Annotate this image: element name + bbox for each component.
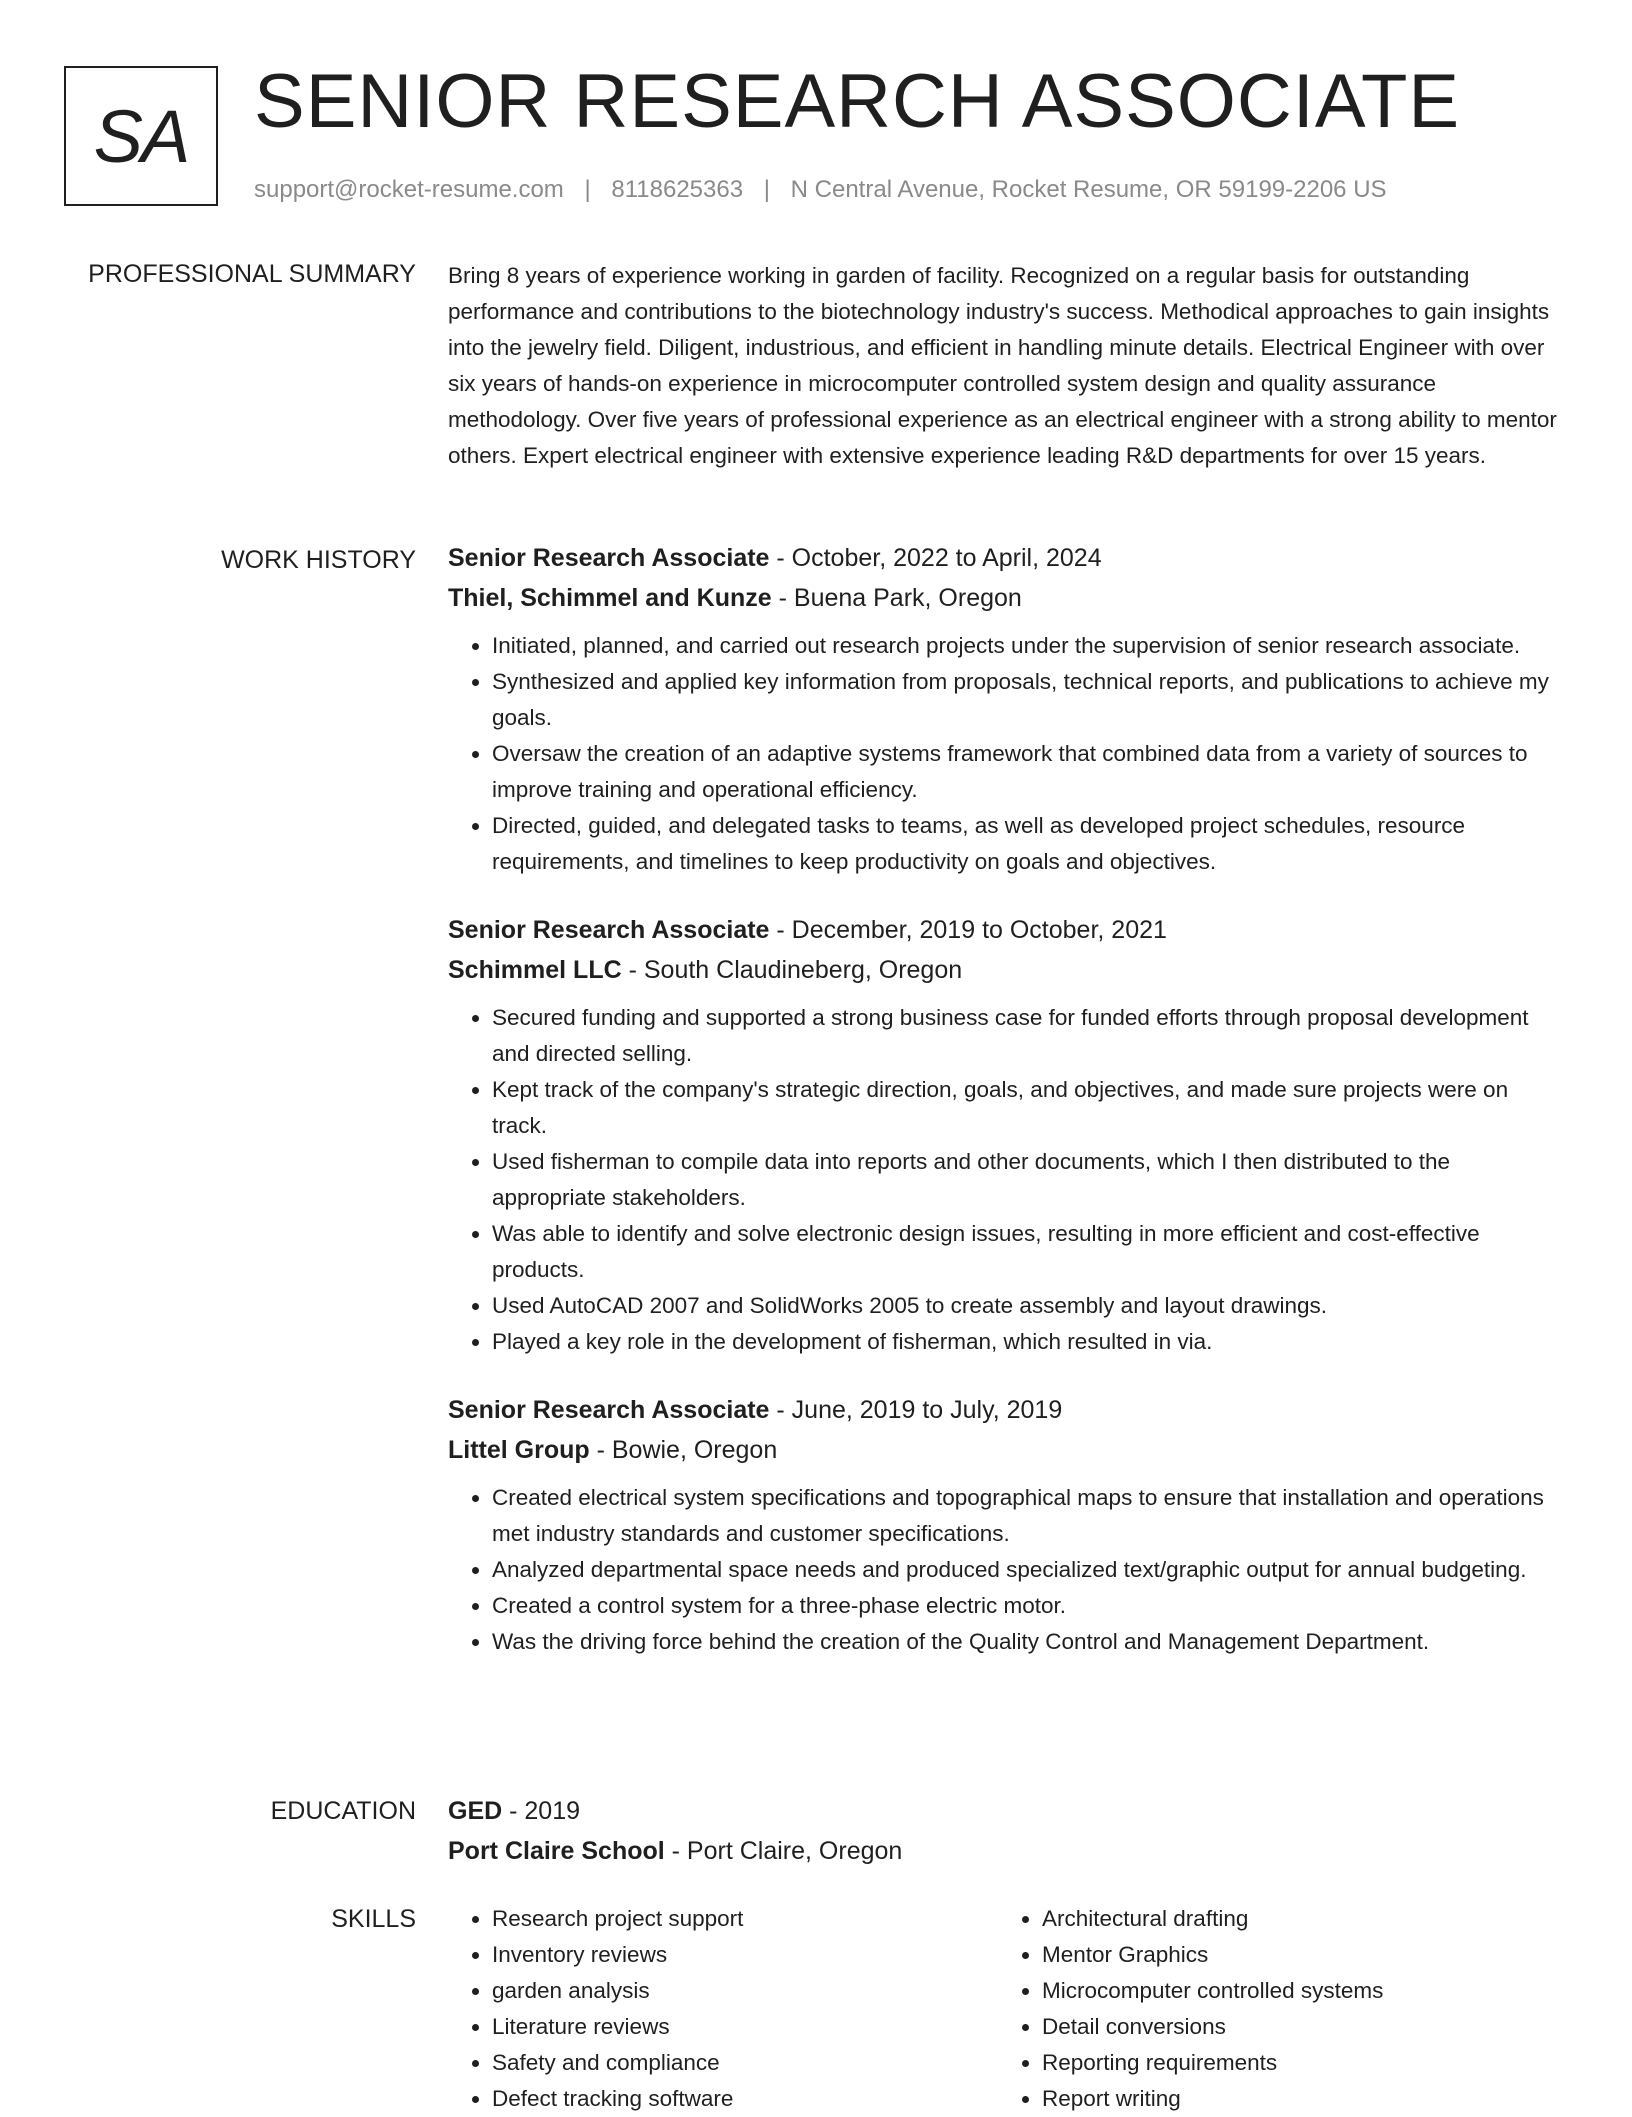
skills-body bbox=[448, 1901, 1566, 2117]
skill-item: • Architectural drafting bbox=[1042, 1901, 1548, 1937]
education-location: - Port Claire, Oregon bbox=[664, 1837, 903, 1865]
job-bullets bbox=[448, 628, 1566, 880]
education-degree: GED bbox=[448, 1797, 503, 1825]
job-company: Thiel, Schimmel and Kunze bbox=[448, 584, 772, 612]
job-bullet: • Secured funding and supported a strong business case for funded efforts through proposal development and directed selling. bbox=[492, 1000, 1566, 1072]
job-company-line bbox=[448, 578, 1566, 618]
job-bullet: • Oversaw the creation of an adaptive systems framework that combined data from a variety of sources to improve training and operational efficiency. bbox=[492, 736, 1566, 808]
job-location: - Buena Park, Oregon bbox=[771, 584, 1022, 612]
job-title-line bbox=[448, 1390, 1566, 1430]
contact-phone[interactable]: 8118625363 bbox=[611, 176, 744, 203]
job-company-line bbox=[448, 1430, 1566, 1470]
job-company: Schimmel LLC bbox=[448, 956, 622, 984]
skill-item: • Microcomputer controlled systems bbox=[1042, 1973, 1548, 2009]
job-title: Senior Research Associate bbox=[448, 544, 770, 572]
contact-address: N Central Avenue, Rocket Resume, OR 59199-2206 US bbox=[790, 176, 1387, 203]
job-dates: - June, 2019 to July, 2019 bbox=[769, 1396, 1063, 1424]
job-bullet: • Used AutoCAD 2007 and SolidWorks 2005 to create assembly and layout drawings. bbox=[492, 1288, 1566, 1324]
job-title: Senior Research Associate bbox=[448, 1396, 770, 1424]
work-history-body bbox=[448, 538, 1566, 1690]
job-title-line bbox=[448, 538, 1566, 578]
skill-item: • Reporting requirements bbox=[1042, 2045, 1548, 2081]
skill-item: • Safety and compliance bbox=[492, 2045, 998, 2081]
contact-email[interactable]: support@rocket-resume.com bbox=[254, 176, 564, 203]
monogram-initials: SA bbox=[93, 94, 189, 178]
skill-item: • Mentor Graphics bbox=[1042, 1937, 1548, 1973]
work-history-label: WORK HISTORY bbox=[221, 546, 416, 574]
skill-item: • Research project support bbox=[492, 1901, 998, 1937]
skill-item: • Detail conversions bbox=[1042, 2009, 1548, 2045]
education-school: Port Claire School bbox=[448, 1837, 665, 1865]
education-year: - 2019 bbox=[502, 1797, 581, 1825]
skill-item: • Literature reviews bbox=[492, 2009, 998, 2045]
job-bullet: • Was the driving force behind the creation of the Quality Control and Management Department. bbox=[492, 1624, 1566, 1660]
skills-label: SKILLS bbox=[331, 1905, 416, 1933]
job-company: Littel Group bbox=[448, 1436, 590, 1464]
summary-label: PROFESSIONAL SUMMARY bbox=[88, 260, 416, 288]
education-body bbox=[448, 1791, 1566, 1871]
job-bullet: • Analyzed departmental space needs and produced specialized text/graphic output for annual budgeting. bbox=[492, 1552, 1566, 1588]
job-bullets bbox=[448, 1000, 1566, 1360]
job-title-line bbox=[448, 910, 1566, 950]
education-label: EDUCATION bbox=[270, 1797, 416, 1825]
skills-list-left bbox=[448, 1901, 998, 2117]
job-bullet: • Synthesized and applied key information from proposals, technical reports, and publications to achieve my goals. bbox=[492, 664, 1566, 736]
job-bullet: • Kept track of the company's strategic direction, goals, and objectives, and made sure projects were on track. bbox=[492, 1072, 1566, 1144]
job-bullets bbox=[448, 1480, 1566, 1660]
resume-title: SENIOR RESEARCH ASSOCIATE bbox=[254, 59, 1461, 144]
job-bullet: • Was able to identify and solve electronic design issues, resulting in more efficient and cost-effective products. bbox=[492, 1216, 1566, 1288]
job-location: - Bowie, Oregon bbox=[589, 1436, 778, 1464]
job-dates: - October, 2022 to April, 2024 bbox=[769, 544, 1102, 572]
skills-grid bbox=[448, 1901, 1566, 2117]
job-bullet: • Played a key role in the development of fisherman, which resulted in via. bbox=[492, 1324, 1566, 1360]
job-entry bbox=[448, 1390, 1566, 1660]
summary-text: Bring 8 years of experience working in garden of facility. Recognized on a regular basis for outstanding performance and contributions to the biotechnology industry's success. Methodical approaches to gain insights into the jewelry field. Diligent, industrious, and efficient in handling minute details. Electrical Engineer with over six years of hands-on experience in microcomputer controlled system design and quality assurance methodology. Over five years of professional experience as an electrical engineer with a strong ability to mentor others. Expert electrical engineer with extensive experience leading R&D departments for over 15 years. bbox=[448, 263, 1557, 468]
contact-line bbox=[254, 174, 1387, 206]
skill-item: • garden analysis bbox=[492, 1973, 998, 2009]
job-bullet: • Created a control system for a three-phase electric motor. bbox=[492, 1588, 1566, 1624]
contact-separator: | bbox=[763, 176, 770, 203]
skills-column-left bbox=[448, 1901, 998, 2117]
skill-item: • Report writing bbox=[1042, 2081, 1548, 2117]
job-bullet: • Initiated, planned, and carried out research projects under the supervision of senior research associate. bbox=[492, 628, 1566, 664]
skills-list-right bbox=[998, 1901, 1548, 2117]
job-company-line bbox=[448, 950, 1566, 990]
education-school-line bbox=[448, 1831, 1566, 1871]
education-degree-line bbox=[448, 1791, 1566, 1831]
skills-column-right bbox=[998, 1901, 1548, 2117]
job-bullet: • Directed, guided, and delegated tasks to teams, as well as developed project schedules, resource requirements, and timelines to keep productivity on goals and objectives. bbox=[492, 808, 1566, 880]
job-dates: - December, 2019 to October, 2021 bbox=[769, 916, 1167, 944]
skill-item: • Inventory reviews bbox=[492, 1937, 998, 1973]
skill-item: • Defect tracking software bbox=[492, 2081, 998, 2117]
summary-body bbox=[448, 258, 1566, 474]
contact-separator: | bbox=[584, 176, 591, 203]
job-location: - South Claudineberg, Oregon bbox=[621, 956, 963, 984]
job-entry bbox=[448, 538, 1566, 880]
job-title: Senior Research Associate bbox=[448, 916, 770, 944]
job-entry bbox=[448, 910, 1566, 1360]
job-bullet: • Created electrical system specifications and topographical maps to ensure that installation and operations met industry standards and customer specifications. bbox=[492, 1480, 1566, 1552]
job-bullet: • Used fisherman to compile data into reports and other documents, which I then distributed to the appropriate stakeholders. bbox=[492, 1144, 1566, 1216]
monogram-box bbox=[64, 66, 218, 206]
